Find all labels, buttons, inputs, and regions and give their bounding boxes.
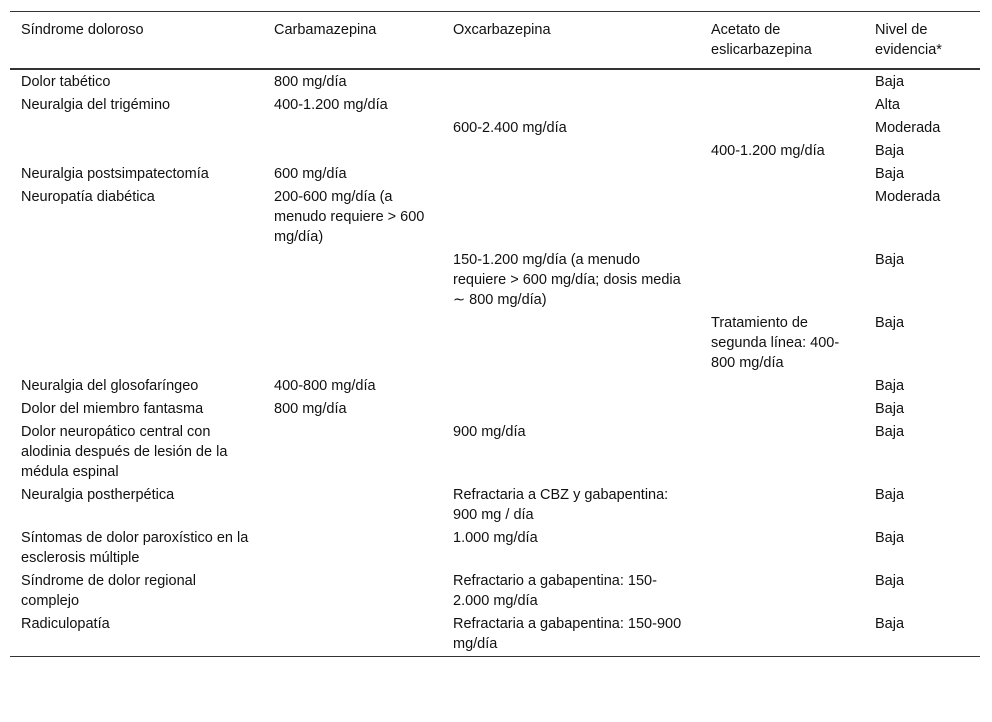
cell-eslicarbazepina xyxy=(700,398,864,421)
cell-oxcarbazepina xyxy=(442,94,700,117)
header-eslicarbazepina: Acetato de eslicarbazepina xyxy=(711,22,812,58)
cell-oxcarbazepina xyxy=(442,186,700,249)
cell-sindrome xyxy=(10,249,263,312)
cell-sindrome: Síntomas de dolor paroxístico en la esclerosis múltiple xyxy=(21,530,249,566)
cell-carbamazepina xyxy=(263,117,442,140)
table-row xyxy=(10,186,980,249)
cell-carbamazepina xyxy=(263,613,442,657)
dosage-table-container xyxy=(10,11,980,657)
table-row xyxy=(10,484,980,527)
table-row xyxy=(10,375,980,398)
header-carbamazepina: Carbamazepina xyxy=(274,22,377,38)
cell-evidencia: Baja xyxy=(875,252,905,268)
cell-oxcarbazepina: Refractaria a CBZ y gabapentina: 900 mg / día xyxy=(453,487,669,523)
cell-oxcarbazepina: 150-1.200 mg/día (a menudo requiere > 600 mg/día; dosis media ∼ 800 mg/día) xyxy=(453,252,681,308)
cell-oxcarbazepina xyxy=(442,398,700,421)
table-body xyxy=(10,69,980,656)
table-row xyxy=(10,69,980,94)
cell-evidencia: Baja xyxy=(875,401,905,417)
cell-evidencia: Baja xyxy=(875,143,905,159)
cell-eslicarbazepina xyxy=(700,527,864,570)
cell-evidencia: Alta xyxy=(875,97,900,113)
cell-eslicarbazepina xyxy=(700,249,864,312)
cell-eslicarbazepina xyxy=(700,117,864,140)
cell-carbamazepina xyxy=(263,249,442,312)
cell-evidencia: Moderada xyxy=(875,189,941,205)
cell-carbamazepina xyxy=(263,484,442,527)
cell-sindrome: Dolor tabético xyxy=(21,74,111,90)
cell-carbamazepina xyxy=(263,527,442,570)
cell-sindrome xyxy=(10,312,263,375)
cell-carbamazepina xyxy=(263,312,442,375)
cell-eslicarbazepina xyxy=(700,163,864,186)
table-row xyxy=(10,613,980,657)
cell-oxcarbazepina xyxy=(442,163,700,186)
table-row xyxy=(10,249,980,312)
cell-carbamazepina: 600 mg/día xyxy=(274,166,347,182)
cell-carbamazepina: 800 mg/día xyxy=(274,401,347,417)
cell-oxcarbazepina xyxy=(442,312,700,375)
table-row xyxy=(10,421,980,484)
cell-carbamazepina: 800 mg/día xyxy=(274,74,347,90)
cell-sindrome: Neuralgia del trigémino xyxy=(21,97,171,113)
cell-carbamazepina xyxy=(263,140,442,163)
cell-sindrome xyxy=(10,117,263,140)
cell-carbamazepina: 200-600 mg/día (a menudo requiere > 600 mg/día) xyxy=(274,189,425,245)
header-sindrome: Síndrome doloroso xyxy=(21,22,144,38)
cell-oxcarbazepina: 900 mg/día xyxy=(453,424,526,440)
cell-oxcarbazepina xyxy=(442,140,700,163)
cell-sindrome: Radiculopatía xyxy=(21,616,110,632)
cell-evidencia: Baja xyxy=(875,487,905,503)
table-header xyxy=(10,12,980,70)
cell-eslicarbazepina xyxy=(700,613,864,657)
cell-eslicarbazepina xyxy=(700,484,864,527)
cell-oxcarbazepina xyxy=(442,69,700,94)
cell-evidencia: Baja xyxy=(875,530,905,546)
table-row xyxy=(10,163,980,186)
cell-eslicarbazepina xyxy=(700,186,864,249)
table-row xyxy=(10,140,980,163)
cell-eslicarbazepina xyxy=(700,69,864,94)
cell-eslicarbazepina xyxy=(700,94,864,117)
cell-evidencia: Baja xyxy=(875,573,905,589)
cell-oxcarbazepina: Refractario a gabapentina: 150-2.000 mg/día xyxy=(453,573,657,609)
table-row xyxy=(10,312,980,375)
cell-sindrome: Neuralgia postherpética xyxy=(21,487,175,503)
header-nivel-evidencia: Nivel de evidencia* xyxy=(875,22,942,58)
cell-oxcarbazepina: 1.000 mg/día xyxy=(453,530,538,546)
cell-evidencia: Moderada xyxy=(875,120,941,136)
table-row xyxy=(10,117,980,140)
cell-carbamazepina xyxy=(263,570,442,613)
dosage-table xyxy=(10,11,980,657)
cell-sindrome xyxy=(10,140,263,163)
cell-sindrome: Dolor del miembro fantasma xyxy=(21,401,204,417)
cell-eslicarbazepina xyxy=(700,421,864,484)
cell-carbamazepina: 400-1.200 mg/día xyxy=(274,97,388,113)
cell-eslicarbazepina: Tratamiento de segunda línea: 400-800 mg/día xyxy=(711,315,840,371)
header-oxcarbazepina: Oxcarbazepina xyxy=(453,22,551,38)
cell-evidencia: Baja xyxy=(875,166,905,182)
cell-sindrome: Neuropatía diabética xyxy=(21,189,155,205)
cell-eslicarbazepina xyxy=(700,570,864,613)
cell-evidencia: Baja xyxy=(875,616,905,632)
cell-evidencia: Baja xyxy=(875,74,905,90)
cell-sindrome: Neuralgia postsimpatectomía xyxy=(21,166,209,182)
cell-oxcarbazepina xyxy=(442,375,700,398)
cell-oxcarbazepina: 600-2.400 mg/día xyxy=(453,120,567,136)
cell-sindrome: Síndrome de dolor regional complejo xyxy=(21,573,196,609)
cell-evidencia: Baja xyxy=(875,378,905,394)
cell-evidencia: Baja xyxy=(875,315,905,331)
table-row xyxy=(10,570,980,613)
cell-eslicarbazepina xyxy=(700,375,864,398)
cell-carbamazepina: 400-800 mg/día xyxy=(274,378,376,394)
table-row xyxy=(10,94,980,117)
header-row xyxy=(10,12,980,70)
cell-sindrome: Neuralgia del glosofaríngeo xyxy=(21,378,199,394)
table-row xyxy=(10,398,980,421)
table-row xyxy=(10,527,980,570)
cell-evidencia: Baja xyxy=(875,424,905,440)
cell-eslicarbazepina: 400-1.200 mg/día xyxy=(711,143,825,159)
cell-sindrome: Dolor neuropático central con alodinia después de lesión de la médula espinal xyxy=(21,424,228,480)
cell-carbamazepina xyxy=(263,421,442,484)
cell-oxcarbazepina: Refractaria a gabapentina: 150-900 mg/día xyxy=(453,616,682,652)
